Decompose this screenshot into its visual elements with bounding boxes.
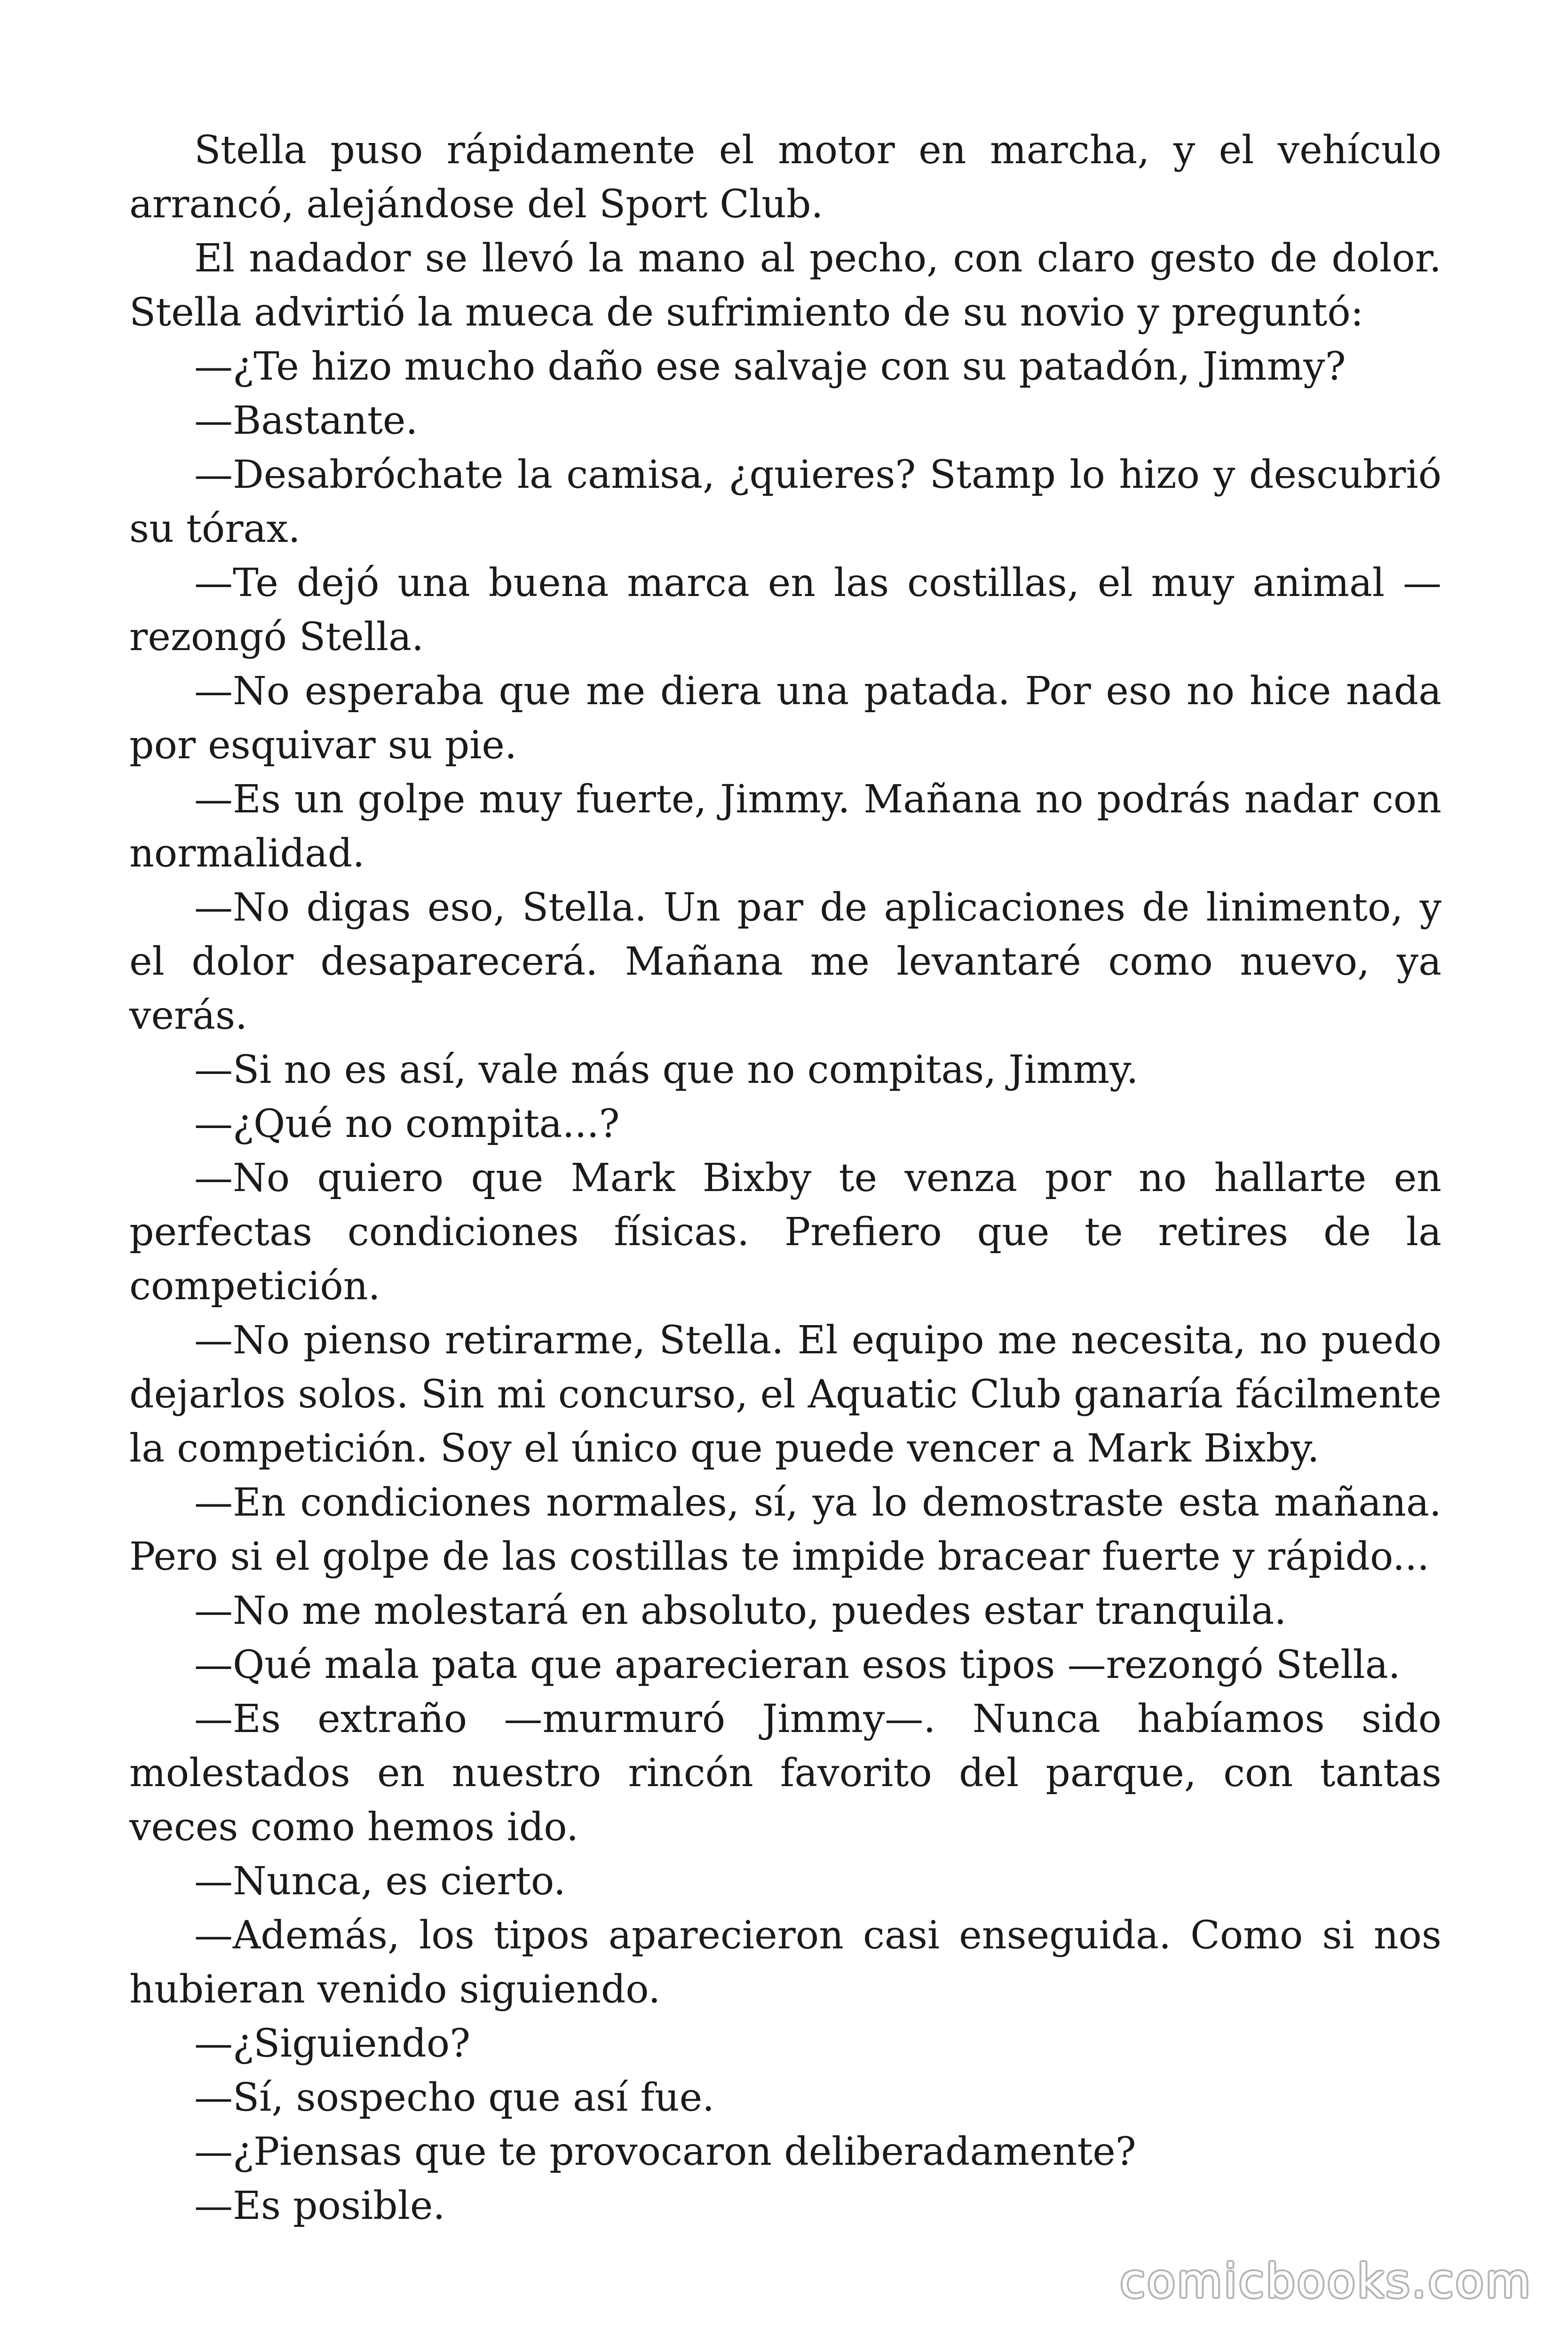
- paragraph: —Sí, sospecho que así fue.: [194, 2075, 715, 2120]
- paragraph: —No quiero que Mark Bixby te venza por no hallarte en perfectas condiciones físicas. Prefiero que te retires de la competición.: [129, 1156, 1441, 1309]
- paragraph: —Bastante.: [194, 398, 418, 443]
- paragraph: —No pienso retirarme, Stella. El equipo me necesita, no puedo dejarlos solos. Sin mi concurso, el Aquatic Club ganaría fácilmente la competición. Soy el único que puede vencer a Mark Bixby.: [129, 1318, 1441, 1471]
- paragraph: —En condiciones normales, sí, ya lo demostraste esta mañana. Pero si el golpe de las costillas te impide bracear fuerte y rápido...: [129, 1480, 1441, 1579]
- paragraph: —Es extraño —murmuró Jimmy—. Nunca habíamos sido molestados en nuestro rincón favorito del parque, con tantas veces como hemos ido.: [129, 1697, 1441, 1850]
- paragraph: —No digas eso, Stella. Un par de aplicaciones de linimento, y el dolor desaparecerá. Mañana me levantaré como nuevo, ya verás.: [129, 885, 1441, 1038]
- paragraph: Stella puso rápidamente el motor en marcha, y el vehículo arrancó, alejándose del Sport Club.: [129, 128, 1441, 227]
- paragraph: —Nunca, es cierto.: [194, 1859, 566, 1904]
- paragraph: —No esperaba que me diera una patada. Por eso no hice nada por esquivar su pie.: [129, 669, 1441, 768]
- paragraph: —¿Piensas que te provocaron deliberadamente?: [194, 2130, 1136, 2174]
- paragraph: —Si no es así, vale más que no compitas, Jimmy.: [194, 1048, 1139, 1092]
- paragraph: —No me molestará en absoluto, puedes estar tranquila.: [194, 1589, 1287, 1633]
- paragraph: —Te dejó una buena marca en las costillas, el muy animal —rezongó Stella.: [129, 561, 1441, 660]
- paragraph: El nadador se llevó la mano al pecho, con claro gesto de dolor. Stella advirtió la mueca de sufrimiento de su novio y preguntó:: [129, 236, 1441, 335]
- paragraph: —¿Te hizo mucho daño ese salvaje con su patadón, Jimmy?: [194, 344, 1346, 389]
- paragraph: —Es posible.: [194, 2184, 445, 2228]
- paragraph: —Qué mala pata que aparecieran esos tipos —rezongó Stella.: [194, 1643, 1401, 1687]
- body-text: [129, 123, 1441, 2233]
- paragraph: —¿Siguiendo?: [194, 2021, 471, 2066]
- paragraph: —Es un golpe muy fuerte, Jimmy. Mañana no podrás nadar con normalidad.: [129, 777, 1441, 876]
- paragraph: —¿Qué no compita...?: [194, 1102, 620, 1146]
- paragraph: —Desabróchate la camisa, ¿quieres? Stamp lo hizo y descubrió su tórax.: [129, 453, 1441, 551]
- paragraph: —Además, los tipos aparecieron casi enseguida. Como si nos hubieran venido siguiendo.: [129, 1913, 1441, 2012]
- watermark-logo: comicbooks.com: [1120, 2255, 1532, 2308]
